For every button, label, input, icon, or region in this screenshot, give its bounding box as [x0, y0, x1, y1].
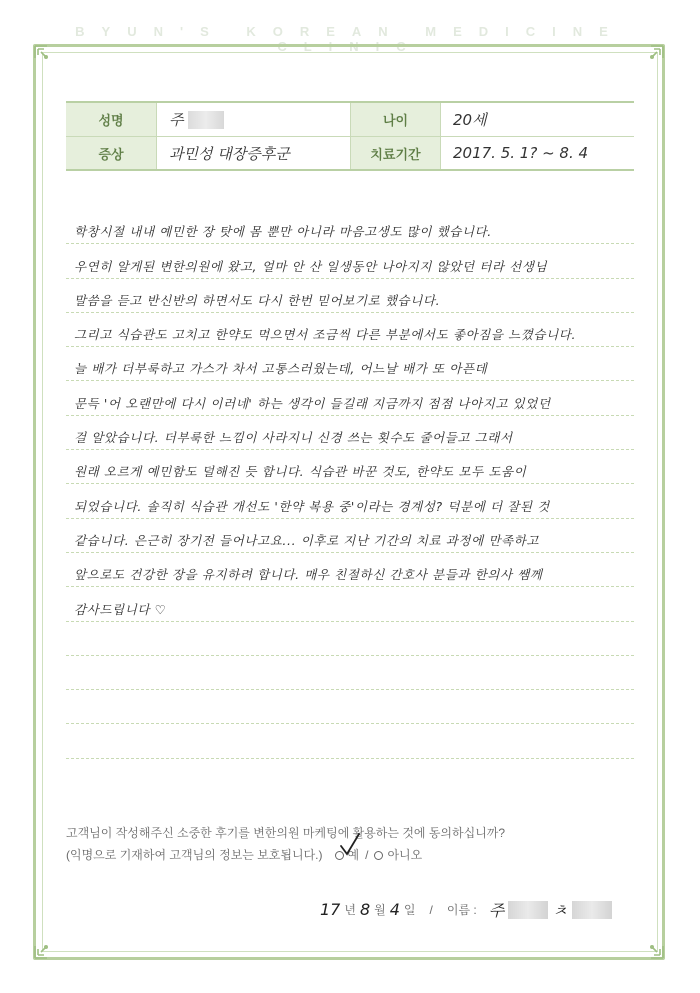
name-field[interactable] [156, 103, 350, 136]
signature-redaction [572, 901, 612, 919]
name-value: 주 [169, 111, 184, 129]
symptom-field[interactable]: 과민성 대장증후군 [156, 137, 350, 169]
age-label: 나이 [350, 103, 440, 136]
consent-separator: / [365, 848, 369, 862]
period-field[interactable]: 2017. 5. 1? ~ 8. 4 [440, 137, 634, 169]
consent-no-label: 아니오 [387, 848, 423, 862]
corner-ornament-icon [33, 44, 57, 68]
day-unit: 일 [403, 903, 416, 917]
review-body[interactable] [66, 210, 634, 759]
date-day[interactable]: 4 [389, 900, 400, 919]
review-line: 앞으로도 건강한 장을 유지하려 합니다. 매우 친절하신 간호사 분들과 한의사 쌤께 [66, 553, 634, 587]
signature-name-start[interactable]: 주 [488, 901, 505, 920]
name-redaction [188, 111, 224, 129]
consent-no-option[interactable] [374, 844, 422, 866]
month-unit: 월 [374, 903, 386, 917]
corner-ornament-icon [33, 936, 57, 960]
date-year[interactable]: 17 [320, 900, 341, 919]
review-line: 같습니다. 은근히 장기전 들어나고요... 이후로 지난 기간의 치료 과정에 만족하고 [66, 519, 634, 553]
radio-circle-icon [374, 851, 383, 860]
checkmark-icon [338, 832, 362, 858]
review-line: 그리고 식습관도 고치고 한약도 먹으면서 조금씩 다른 부분에서도 좋아짐을 느꼈습니다. [66, 313, 634, 347]
symptom-label: 증상 [66, 137, 156, 169]
info-row-name-age [66, 103, 634, 136]
period-label: 치료기간 [350, 137, 440, 169]
signature-line [320, 898, 650, 921]
consent-note: (익명으로 기재하여 고객님의 정보는 보호됩니다.) [66, 848, 323, 862]
year-unit: 년 [344, 903, 356, 917]
info-row-symptom-period [66, 136, 634, 169]
review-line: 되었습니다. 솔직히 식습관 개선도 '한약 복용 중'이라는 경계성? 덕분에 더 잘된 것 [66, 484, 634, 518]
patient-info-table [66, 101, 634, 171]
consent-yes-label: 예 [347, 848, 360, 862]
review-line: 걸 알았습니다. 더부룩한 느낌이 사라지니 신경 쓰는 횟수도 줄어들고 그래서 [66, 416, 634, 450]
review-line [66, 656, 634, 690]
review-line: 학창시절 내내 예민한 장 탓에 몸 뿐만 아니라 마음고생도 많이 했습니다. [66, 210, 634, 244]
signature-separator: / [429, 902, 433, 917]
signature-name-end[interactable]: ㅊ [552, 901, 568, 920]
corner-ornament-icon [641, 936, 665, 960]
review-line [66, 724, 634, 758]
corner-ornament-icon [641, 44, 665, 68]
review-line: 원래 오르게 예민함도 덜해진 듯 합니다. 식습관 바꾼 것도, 한약도 모두 도움이 [66, 450, 634, 484]
review-line: 말씀을 듣고 반신반의 하면서도 다시 한번 믿어보기로 했습니다. [66, 279, 634, 313]
signature-name-label: 이름 : [446, 903, 477, 917]
review-line [66, 690, 634, 724]
review-line: 늘 배가 더부룩하고 가스가 차서 고통스러웠는데, 어느날 배가 또 아픈데 [66, 347, 634, 381]
date-month[interactable]: 8 [359, 900, 371, 919]
review-line: 문득 '어 오랜만에 다시 이러네' 하는 생각이 들길래 지금까지 점점 나아지고 있었던 [66, 381, 634, 415]
signature-redaction [508, 901, 548, 919]
review-line [66, 622, 634, 656]
name-label: 성명 [66, 103, 156, 136]
review-line: 감사드립니다 ♡ [66, 587, 634, 621]
age-field[interactable]: 20세 [440, 103, 634, 136]
review-line: 우연히 알게된 변한의원에 왔고, 얼마 안 산 일생동안 나아지지 않았던 터라 선생님 [66, 244, 634, 278]
clinic-header-watermark: BYUN'S KOREAN MEDICINE CLINIC [75, 24, 625, 54]
consent-question: 고객님이 작성해주신 소중한 후기를 변한의원 마케팅에 활용하는 것에 동의하십니까? [66, 826, 506, 840]
